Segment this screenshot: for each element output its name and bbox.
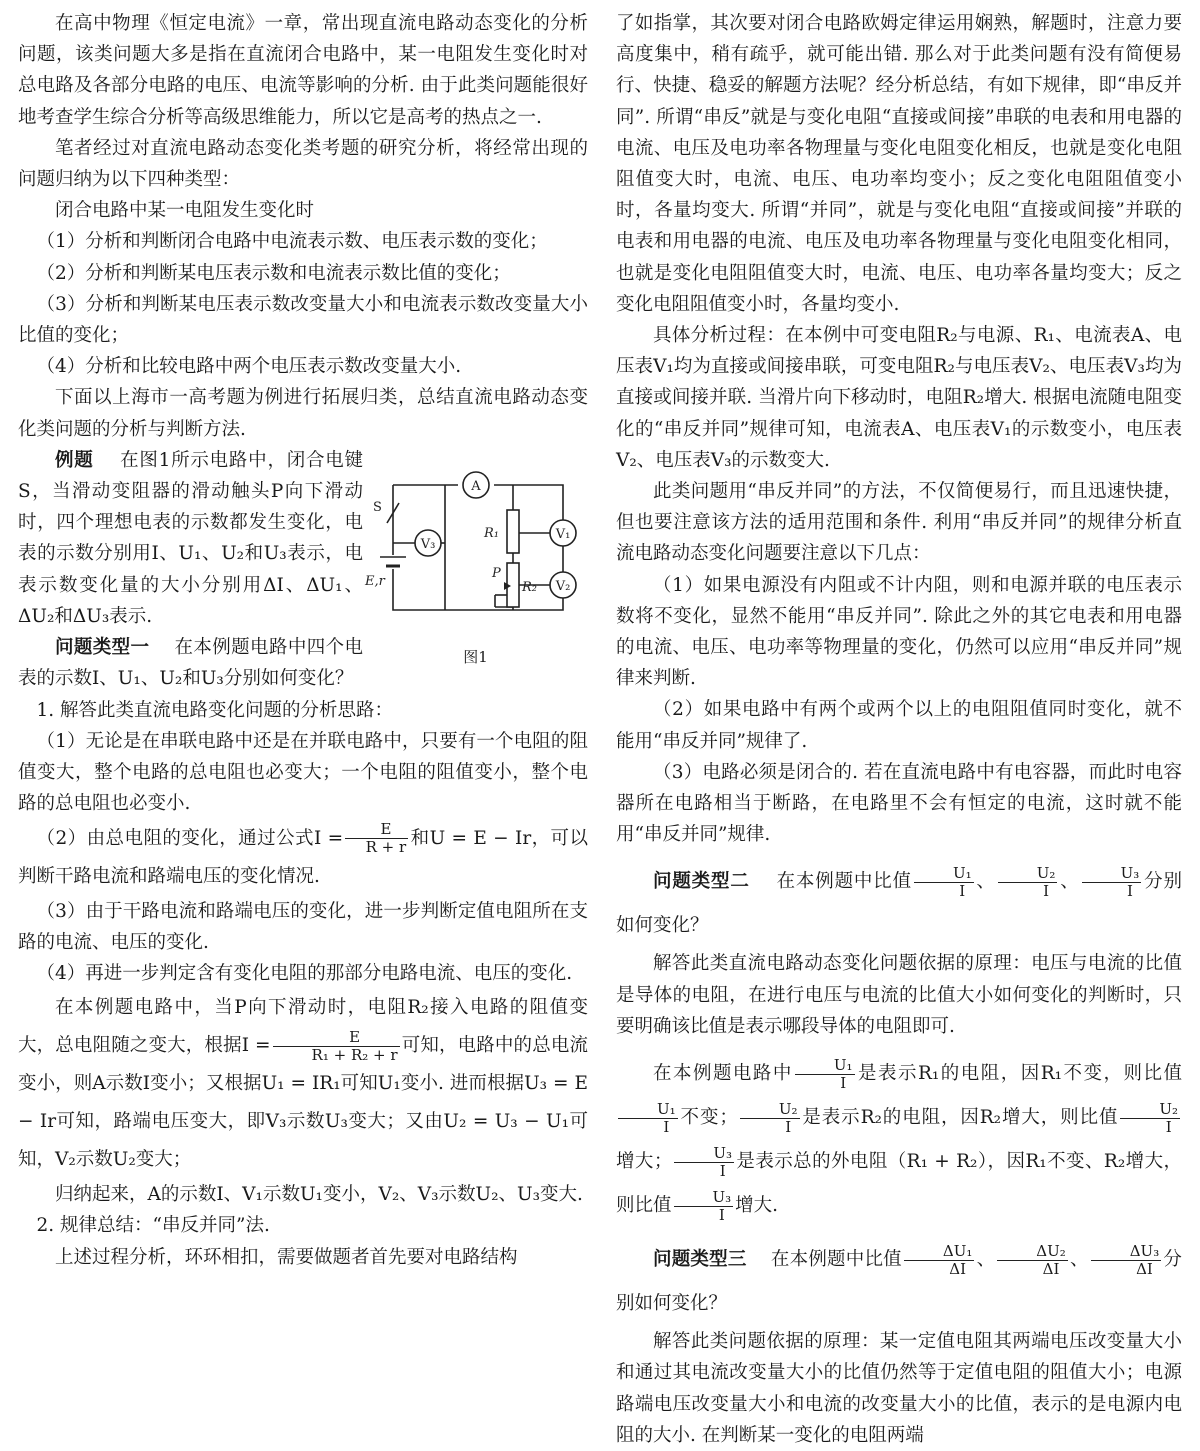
question-type-one-label: 问题类型一 — [55, 637, 150, 659]
question-type-one-text: 在本例题电路中四个电表的示数I、U₁、U₂和U₃分别如何变化？ — [18, 637, 363, 690]
question-type-three-label: 问题类型三 — [653, 1249, 747, 1271]
section-heading: 1. 解答此类直流电路变化问题的分析思路： — [36, 699, 394, 721]
paragraph: 闭合电路中某一电阻发生变化时 — [55, 200, 315, 222]
fraction: $\frac{\text{U₂}}{I}$ — [740, 1101, 800, 1136]
r1-label: R₁ — [484, 525, 499, 541]
section-heading: 2. 规律总结：“串反并同”法. — [36, 1215, 270, 1237]
ammeter-label: A — [471, 478, 481, 494]
fraction: $\frac{\text{ΔU₃}}{\Delta I}$ — [1091, 1243, 1162, 1278]
text-run: 和U = E − Ir，可以判断干路电流和路端电压的变化情况. — [18, 827, 588, 887]
question-type-item: （2）分析和判断某电压表示数和电流表示数比值的变化； — [36, 262, 511, 284]
paragraph: 了如指掌，其次要对闭合电路欧姆定律运用娴熟，解题时，注意力要高度集中，稍有疏乎，就可能出错. 那么对于此类问题有没有简便易行、快捷、稳妥的解题方法呢？经分析总结，有如下规律，即“串反并同”. 所谓“串反”就是与变化电阻“直接或间接”串联的电表和用电器的电流、电压及电功率各物理量与变化电阻变化相反，也就是变化电阻阻值变大时，电流、电压、电功率均变小；反之变化电阻阻值变小时，各量均变大. 所谓“并同”，就是与变化电阻“直接或间接”并联的电表和用电器的电流、电压及电功率各物理量与变化电阻变化相同，也就是变化电阻阻值变大时，电流、电压、电功率各量均变大；反之变化电阻阻值变小时，各量均变小. — [616, 13, 1182, 315]
fraction: $\frac{E}{\text{R₁ + R₂ + r}}$ — [273, 1029, 400, 1064]
fraction: $\frac{\text{U₃}}{I}$ — [674, 1189, 734, 1224]
paragraph: 下面以上海市一高考题为例进行拓展归类，总结直流电路动态变化类问题的分析与判断方法. — [18, 387, 588, 440]
paragraph: （4）再进一步判定含有变化电阻的那部分电路电流、电压的变化. — [36, 963, 573, 985]
fraction: $\frac{\text{U₂}}{I}$ — [1120, 1101, 1180, 1136]
question-type-two: 问题类型二 在本例题中比值 $\frac{\text{U₁}}{I}$ 、 $\frac{\text{U₂}}{I}$ 、 $\frac{\text{U₃}}{I}$ 分别如何变化？ — [616, 863, 1182, 937]
fraction: $\frac{\text{U₃}}{I}$ — [1082, 865, 1142, 900]
example-label: 例题 — [55, 449, 94, 471]
r2-label: R₂ — [522, 579, 537, 595]
v3-label: V₃ — [420, 536, 436, 552]
paragraph: 上述过程分析，环环相扣，需要做题者首先要对电路结构 — [55, 1246, 518, 1268]
question-type-item: （4）分析和比较电路中两个电压表示数改变量大小. — [36, 356, 462, 378]
paragraph: （3）电路必须是闭合的. 若在直流电路中有电容器，而此时电容器所在电路相当于断路，在电路里不会有恒定的电流，这时就不能用“串反并同”规律. — [616, 761, 1182, 846]
example-block — [18, 445, 588, 695]
text-run: （2）由总电阻的变化，通过公式I = — [36, 827, 344, 849]
paragraph: （2）如果电路中有两个或两个以上的电阻阻值同时变化，就不能用“串反并同”规律了. — [616, 699, 1182, 752]
v1-label: V₁ — [555, 526, 571, 542]
fraction: $\frac{E}{R + r}$ — [345, 821, 408, 856]
fraction: $\frac{\text{U₁}}{I}$ — [618, 1101, 678, 1136]
v2-label: V₂ — [555, 578, 571, 594]
source-label: E,r — [365, 573, 385, 589]
question-type-two-label: 问题类型二 — [653, 871, 750, 893]
text-run: 在本例题电路中，当P向下滑动时，电阻R₂接入电路的阻值变大，总电阻随之变大，根据I = — [18, 997, 588, 1057]
left-column — [18, 8, 588, 1273]
question-type-one — [18, 632, 363, 694]
question-type-item: （3）分析和判断某电压表示数改变量大小和电流表示数改变量大小比值的变化； — [18, 293, 588, 347]
formula-paragraph — [18, 820, 588, 896]
fraction: $\frac{\text{U₂}}{I}$ — [998, 865, 1058, 900]
fraction: $\frac{\text{U₁}}{I}$ — [795, 1057, 855, 1092]
ratio-analysis-paragraph: 在本例题电路中 $\frac{\text{U₁}}{I}$ 是表示R₁的电阻，因R₁不变，则比值 $\frac{\text{U₁}}{I}$ 不变； $\frac{\text{U₂}}{I}$ 是表示R₂的电阻，因R₂增大，则比值 $\frac{\text{U₂}}{I}$ 增大； $\frac{\text{U₃}}{I}$ 是表示总的外电阻（R₁ + R₂），因R₁不变、R₂增大，则比值 $\frac{\text{U₃}}{I}$ 增大. — [616, 1055, 1182, 1224]
formula-paragraph — [18, 989, 588, 1179]
text-run: 分别如何变化？ — [616, 1249, 1182, 1315]
example-text: 在图1所示电路中，闭合电键S，当滑动变阻器的滑动触头P向下滑动时，四个理想电表的示数都发生变化，电表的示数分别用I、U₁、U₂和U₃表示，电表示数变化量的大小分别用ΔI、ΔU₁、ΔU₂和ΔU₃表示. — [18, 449, 363, 627]
slider-p-label: P — [492, 565, 501, 581]
paragraph: （1）如果电源没有内阻或不计内阻，则和电源并联的电压表示数将不变化，显然不能用“串反并同”. 除此之外的其它电表和用电器的电流、电压、电功率等物理量的变化，仍然可以应用“串反并同”规律来判断. — [616, 574, 1182, 690]
circuit-diagram — [363, 445, 588, 645]
paragraph: 在高中物理《恒定电流》一章，常出现直流电路动态变化的分析问题，该类问题大多是指在直流闭合电路中，某一电阻发生变化时对总电路及各部分电路的电压、电流等影响的分析. 由于此类问题能很好地考查学生综合分析等高级思维能力，所以它是高考的热点之一. — [18, 13, 588, 128]
paragraph: 解答此类直流电路动态变化问题依据的原理：电压与电流的比值是导体的电阻，在进行电压与电流的比值大小如何变化的判断时，只要明确该比值是表示哪段导体的电阻即可. — [616, 953, 1182, 1037]
fraction: $\frac{\text{U₃}}{I}$ — [674, 1145, 734, 1180]
fraction: $\frac{\text{U₁}}{I}$ — [914, 865, 974, 900]
paragraph: （1）无论是在串联电路中还是在并联电路中，只要有一个电阻的阻值变大，整个电路的总电阻也必变大；一个电阻的阻值变小，整个电路的总电阻也必变小. — [18, 731, 588, 815]
fraction: $\frac{\text{ΔU₁}}{\Delta I}$ — [904, 1243, 975, 1278]
paragraph: 具体分析过程：在本例中可变电阻R₂与电源、R₁、电流表A、电压表V₁均为直接或间接串联，可变电阻R₂与电压表V₂、电压表V₃均为直接或间接并联. 当滑片向下移动时，电阻R₂增大. 根据电流随电阻变化的“串反并同”规律可知，电流表A、电压表V₁的示数变小，电压表V₂、电压表V₃的示数变大. — [616, 325, 1182, 471]
figure-caption: 图1 — [463, 647, 488, 666]
text-run: 可知，电路中的总电流变小，则A示数I变小；又根据U₁ = IR₁可知U₁变小. 进而根据U₃ = E − Ir可知，路端电压变大，即V₃示数U₃变大；又由U₂ = U₃ − U₁可知，V₂示数U₂变大； — [18, 1035, 588, 1171]
fraction: $\frac{\text{ΔU₂}}{\Delta I}$ — [997, 1243, 1068, 1278]
text-run: 在本例题中比值 — [770, 1249, 902, 1271]
question-type-item: （1）分析和判断闭合电路中电流表示数、电压表示数的变化； — [36, 231, 548, 253]
text-run: 分别如何变化？ — [616, 871, 1182, 937]
example-paragraph — [18, 445, 363, 632]
question-type-three: 问题类型三 在本例题中比值 $\frac{\text{ΔU₁}}{\Delta I}$ 、 $\frac{\text{ΔU₂}}{\Delta I}$ 、 $\frac{\text{ΔU₃}}{\Delta I}$ 分别如何变化？ — [616, 1241, 1182, 1315]
switch-label: S — [373, 499, 382, 515]
right-column — [616, 8, 1182, 1451]
paragraph: （3）由于干路电流和路端电压的变化，进一步判断定值电阻所在支路的电流、电压的变化. — [18, 900, 588, 953]
text-run: 在本例题中比值 — [776, 871, 912, 893]
paragraph: 此类问题用“串反并同”的方法，不仅简便易行，而且迅速快捷，但也要注意该方法的适用范围和条件. 利用“串反并同”的规律分析直流电路动态变化问题要注意以下几点： — [616, 481, 1182, 565]
circuit-figure — [363, 445, 588, 667]
paragraph: 归纳起来，A的示数I、V₁示数U₁变小，V₂、V₃示数U₂、U₃变大. — [55, 1184, 583, 1206]
paragraph: 笔者经过对直流电路动态变化类考题的研究分析，将经常出现的问题归纳为以下四种类型： — [18, 137, 588, 191]
paragraph: 解答此类问题依据的原理：某一定值电阻其两端电压改变量大小和通过其电流改变量大小的比值仍然等于定值电阻的阻值大小；电源路端电压改变量大小和电流的改变量大小的比值，表示的是电源内电阻的大小. 在判断某一变化的电阻两端 — [616, 1331, 1182, 1446]
